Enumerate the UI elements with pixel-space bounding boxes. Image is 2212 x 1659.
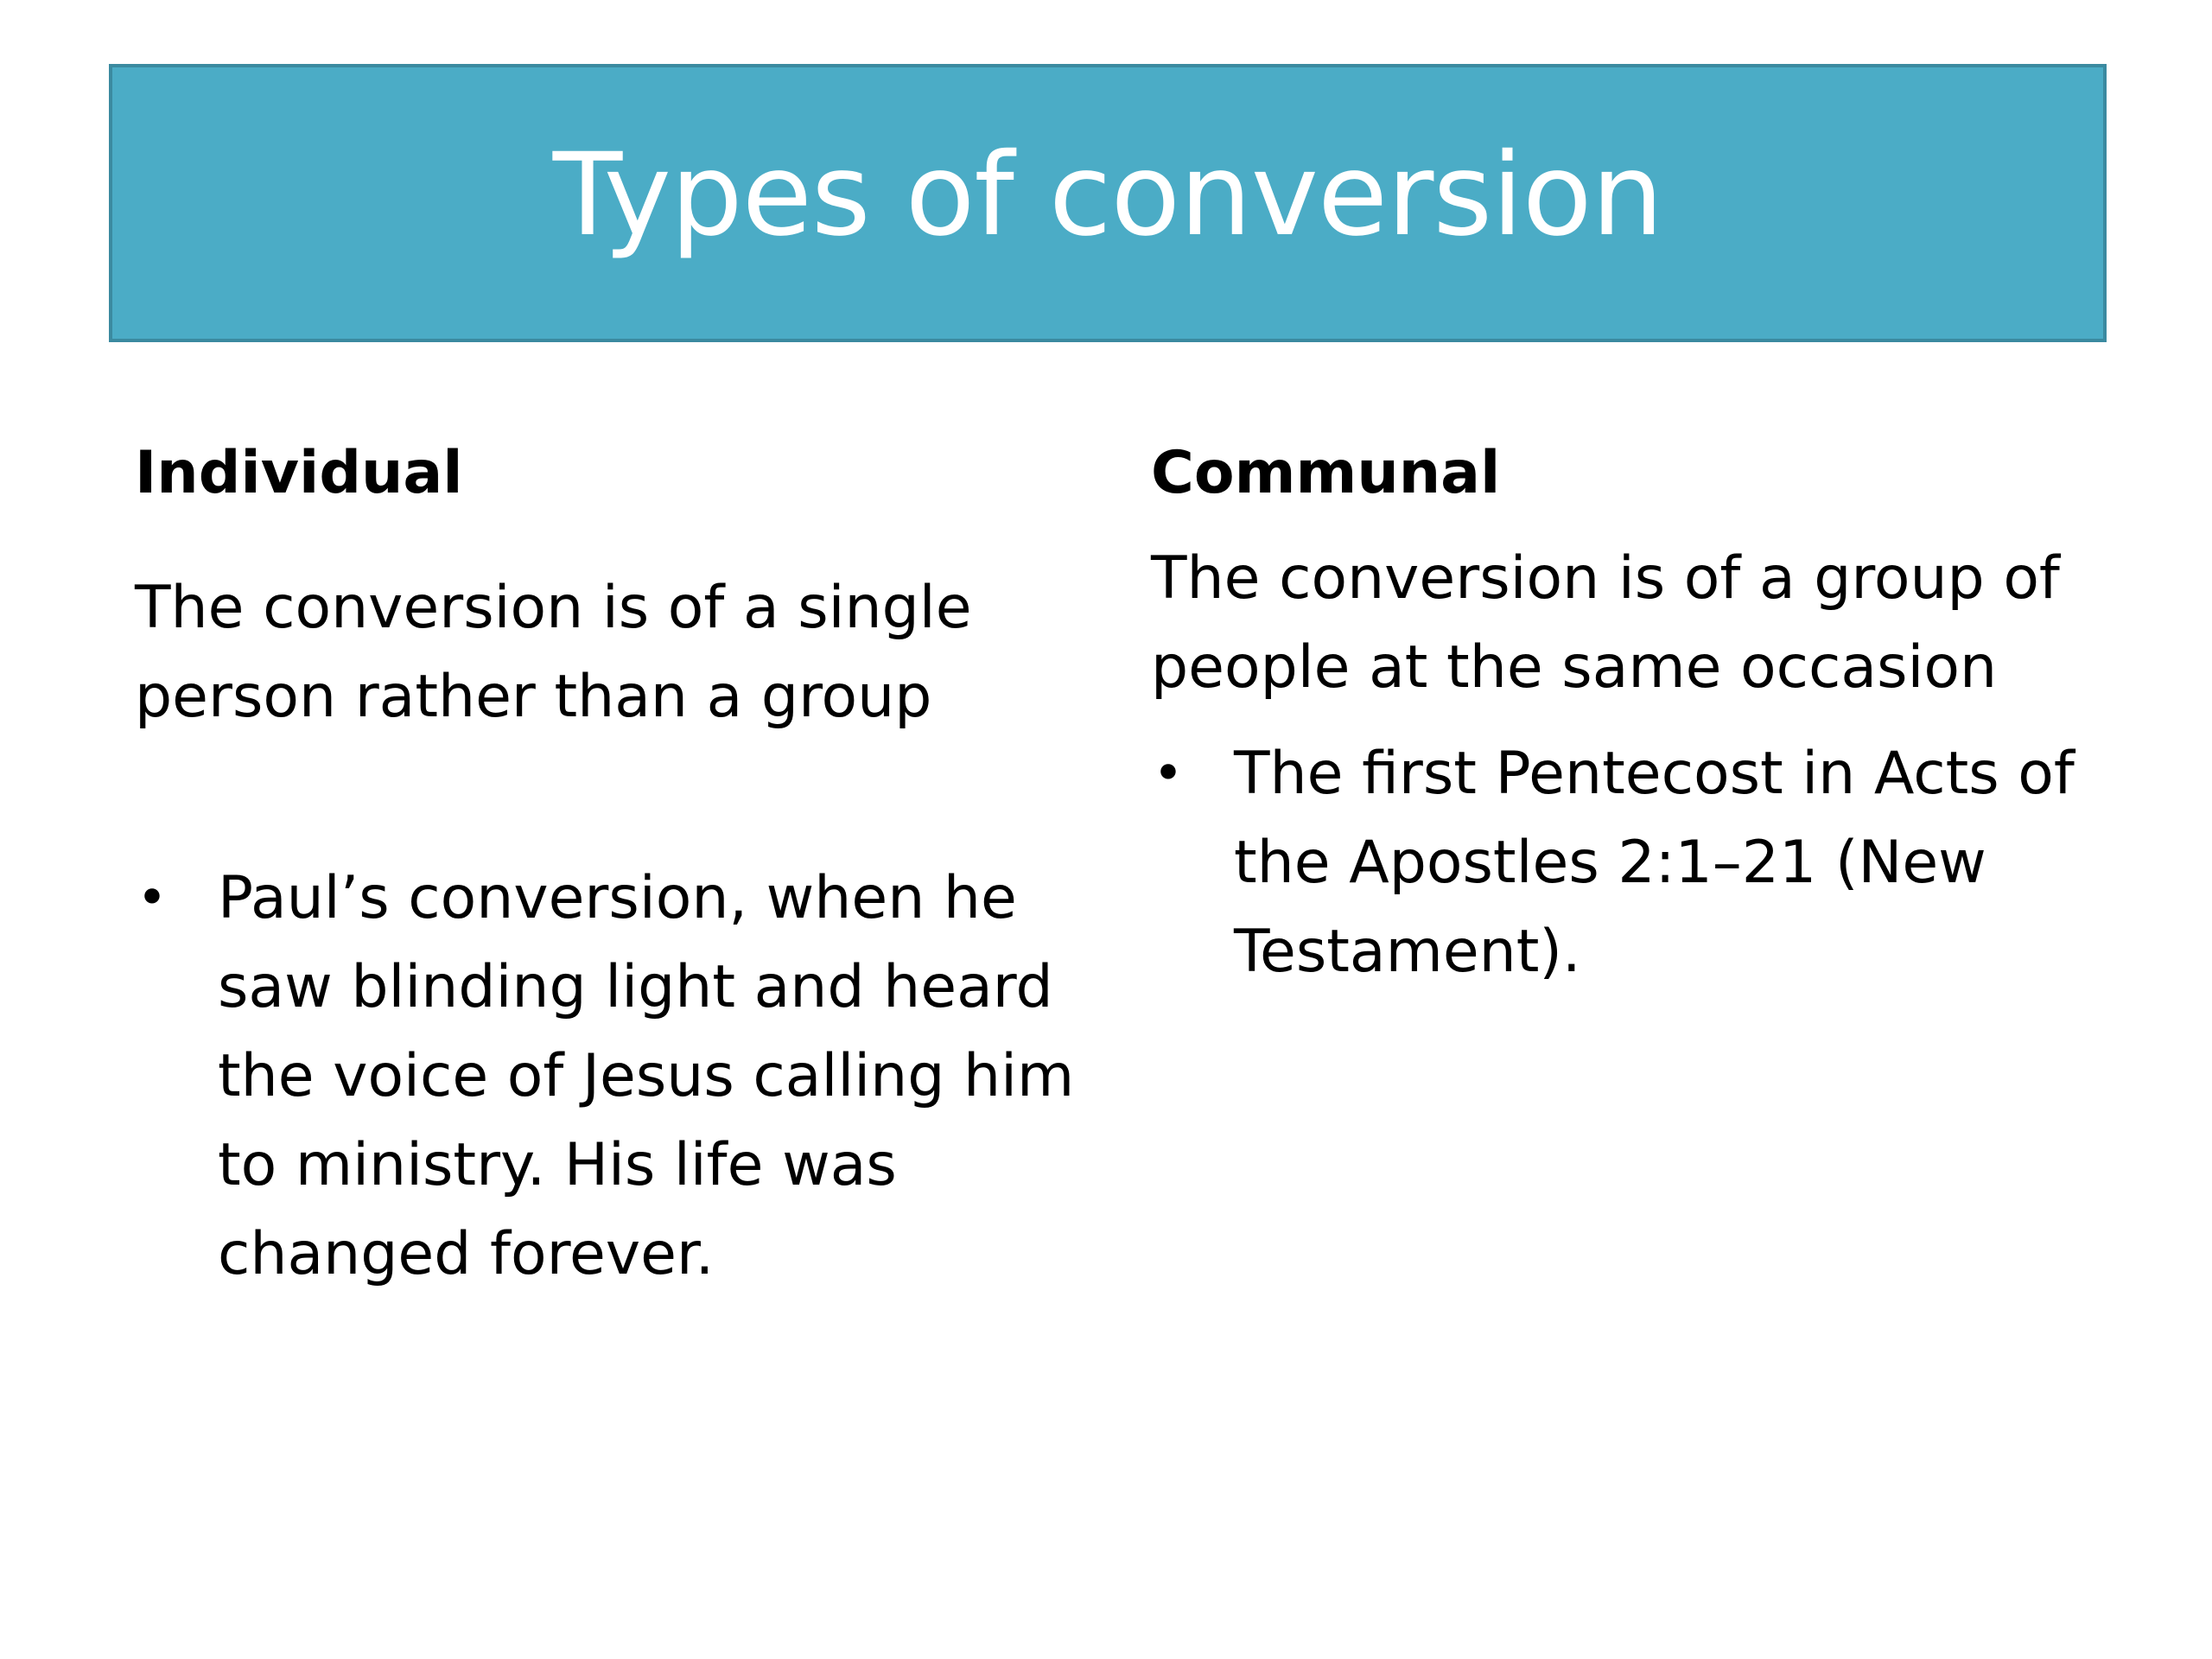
right-bullet-list	[1151, 729, 2127, 996]
right-column	[1151, 432, 2127, 996]
slide-title: Types of conversion	[552, 129, 1663, 262]
left-heading: Individual	[135, 439, 463, 507]
bullet-icon: •	[137, 868, 168, 928]
title-bar	[109, 64, 2107, 342]
list-item	[1151, 729, 2127, 996]
list-item	[135, 854, 1077, 1299]
left-bullet-list	[135, 854, 1077, 1299]
left-bullet-text: Paul’s conversion, when he saw blinding light and heard the voice of Jesus calling him to ministry. His life was changed forever.	[218, 864, 1075, 1288]
right-bullet-text: The first Pentecost in Acts of the Apostles 2:1–21 (New Testament).	[1234, 740, 2075, 986]
right-description: The conversion is of a group of people at the same occasion	[1151, 544, 2060, 702]
bullet-icon: •	[1153, 743, 1184, 804]
left-description: The conversion is of a single person rather than a group	[135, 574, 972, 731]
right-heading: Communal	[1151, 439, 1501, 507]
left-column	[135, 432, 1077, 1299]
